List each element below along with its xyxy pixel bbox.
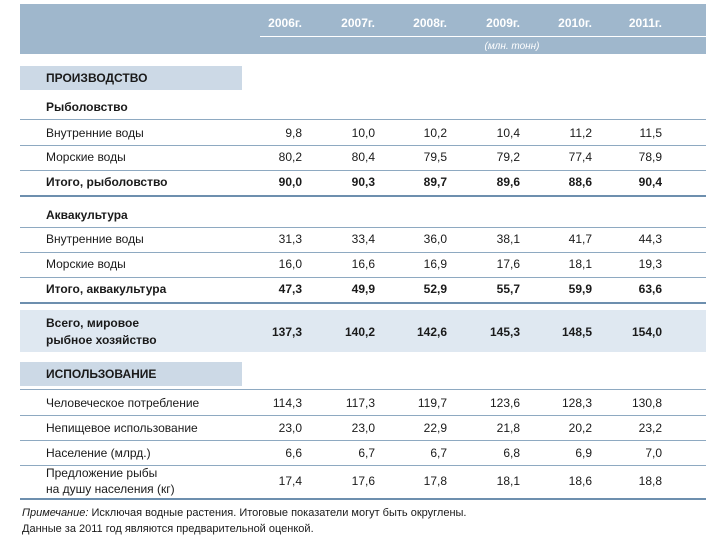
subsection-fishing bbox=[20, 100, 706, 118]
table-cell: 19,3 bbox=[638, 257, 662, 271]
row-label: Итого, рыболовство bbox=[46, 175, 168, 189]
row-label: Внутренние воды bbox=[46, 232, 144, 246]
table-cell: 10,2 bbox=[423, 126, 447, 140]
table-cell: 41,7 bbox=[568, 232, 592, 246]
table-cell: 6,8 bbox=[503, 446, 520, 460]
world-total-row bbox=[20, 310, 706, 352]
table-row bbox=[20, 255, 706, 275]
table-cell: 123,6 bbox=[489, 396, 520, 410]
table-cell: 6,7 bbox=[430, 446, 447, 460]
table-cell: 38,1 bbox=[496, 232, 520, 246]
year-header: 2006г. bbox=[268, 16, 302, 30]
section-title: ИСПОЛЬЗОВАНИЕ bbox=[46, 367, 157, 381]
table-cell: 63,6 bbox=[638, 282, 662, 296]
table-cell: 55,7 bbox=[496, 282, 520, 296]
table-cell: 20,2 bbox=[568, 421, 592, 435]
row-divider bbox=[20, 302, 706, 304]
table-cell: 18,6 bbox=[568, 474, 592, 488]
header-divider bbox=[260, 36, 720, 37]
row-divider bbox=[20, 170, 706, 171]
row-label: Население (млрд.) bbox=[46, 446, 151, 460]
table-row bbox=[20, 394, 706, 414]
year-header: 2010г. bbox=[558, 16, 592, 30]
table-cell: 16,0 bbox=[278, 257, 302, 271]
year-header: 2011г. bbox=[628, 16, 662, 30]
table-cell: 88,6 bbox=[568, 175, 592, 189]
table-cell: 78,9 bbox=[638, 150, 662, 164]
table-cell: 90,0 bbox=[278, 175, 302, 189]
row-divider bbox=[20, 252, 706, 253]
table-cell: 18,1 bbox=[496, 474, 520, 488]
table-cell: 117,3 bbox=[345, 396, 375, 410]
table-cell: 18,1 bbox=[568, 257, 592, 271]
table-cell: 114,3 bbox=[272, 396, 302, 410]
table-cell: 9,8 bbox=[285, 126, 302, 140]
footnote-lead: Примечание: bbox=[22, 507, 89, 519]
row-divider bbox=[20, 440, 706, 441]
row-label: рыбное хозяйство bbox=[46, 333, 157, 347]
table-row bbox=[20, 148, 706, 168]
table-cell: 44,3 bbox=[638, 232, 662, 246]
row-label: Всего, мировое bbox=[46, 316, 139, 330]
row-label: Морские воды bbox=[46, 150, 126, 164]
table-cell: 16,9 bbox=[423, 257, 447, 271]
table-cell: 10,4 bbox=[496, 126, 520, 140]
table-cell: 140,2 bbox=[344, 325, 375, 339]
table-cell: 77,4 bbox=[568, 150, 592, 164]
row-divider bbox=[20, 389, 706, 390]
table-cell: 6,7 bbox=[358, 446, 375, 460]
table-cell: 36,0 bbox=[423, 232, 447, 246]
table-cell: 6,6 bbox=[285, 446, 302, 460]
row-divider bbox=[20, 195, 706, 197]
subsection-title: Рыболовство bbox=[46, 100, 128, 114]
unit-label: (млн. тонн) bbox=[484, 41, 540, 52]
section-title: ПРОИЗВОДСТВО bbox=[46, 71, 148, 85]
table-cell: 89,6 bbox=[496, 175, 520, 189]
section-production bbox=[20, 66, 242, 90]
table-cell: 17,6 bbox=[496, 257, 520, 271]
table-cell: 11,2 bbox=[569, 126, 592, 140]
section-utilization bbox=[20, 362, 242, 386]
row-divider bbox=[20, 119, 706, 120]
table-cell: 154,0 bbox=[631, 325, 662, 339]
table-cell: 17,8 bbox=[423, 474, 447, 488]
row-label: Итого, аквакультура bbox=[46, 282, 167, 296]
table-cell: 23,0 bbox=[278, 421, 302, 435]
table-cell: 16,6 bbox=[351, 257, 375, 271]
table-row bbox=[20, 419, 706, 439]
table-cell: 80,2 bbox=[278, 150, 302, 164]
table-cell: 23,2 bbox=[638, 421, 662, 435]
table-cell: 17,6 bbox=[351, 474, 375, 488]
table-cell: 80,4 bbox=[351, 150, 375, 164]
row-label: Морские воды bbox=[46, 257, 126, 271]
row-label: на душу населения (кг) bbox=[46, 482, 175, 496]
table-cell: 130,8 bbox=[631, 396, 662, 410]
subsection-title: Аквакультура bbox=[46, 208, 128, 222]
table-cell: 10,0 bbox=[351, 126, 375, 140]
row-label: Человеческое потребление bbox=[46, 396, 200, 410]
table-cell: 89,7 bbox=[423, 175, 447, 189]
year-header: 2008г. bbox=[413, 16, 447, 30]
table-cell: 148,5 bbox=[561, 325, 592, 339]
table-cell: 31,3 bbox=[278, 232, 302, 246]
table-cell: 79,2 bbox=[496, 150, 520, 164]
year-header: 2007г. bbox=[341, 16, 375, 30]
total-row bbox=[20, 173, 706, 193]
row-label: Непищевое использование bbox=[46, 421, 198, 435]
row-label: Предложение рыбы bbox=[46, 466, 158, 480]
table-cell: 18,8 bbox=[638, 474, 662, 488]
year-header: 2009г. bbox=[486, 16, 520, 30]
table-cell: 21,8 bbox=[496, 421, 520, 435]
table-cell: 17,4 bbox=[278, 474, 302, 488]
subsection-aquaculture bbox=[20, 208, 706, 226]
total-row bbox=[20, 280, 706, 300]
table-cell: 128,3 bbox=[561, 396, 592, 410]
row-divider bbox=[20, 415, 706, 416]
table-row bbox=[20, 444, 706, 464]
table-cell: 23,0 bbox=[351, 421, 375, 435]
table-cell: 119,7 bbox=[417, 396, 447, 410]
table-row bbox=[20, 466, 706, 498]
table-cell: 137,3 bbox=[271, 325, 302, 339]
table-cell: 142,6 bbox=[416, 325, 447, 339]
table-cell: 79,5 bbox=[423, 150, 447, 164]
table-cell: 47,3 bbox=[278, 282, 302, 296]
row-divider bbox=[20, 227, 706, 228]
table-cell: 52,9 bbox=[423, 282, 447, 296]
table-cell: 59,9 bbox=[568, 282, 592, 296]
footnote-text: Исключая водные растения. Итоговые показатели могут быть округлены. bbox=[88, 507, 467, 519]
table-cell: 6,9 bbox=[575, 446, 592, 460]
row-divider bbox=[20, 277, 706, 278]
footnote-line-2: Данные за 2011 год являются предварительной оценкой. bbox=[22, 523, 314, 535]
row-divider bbox=[20, 145, 706, 146]
row-label: Внутренние воды bbox=[46, 126, 144, 140]
table-cell: 33,4 bbox=[351, 232, 375, 246]
table-header bbox=[20, 4, 706, 54]
footnote bbox=[22, 507, 466, 519]
table-cell: 145,3 bbox=[489, 325, 520, 339]
table-cell: 22,9 bbox=[423, 421, 447, 435]
table-cell: 11,5 bbox=[639, 126, 662, 140]
table-cell: 49,9 bbox=[351, 282, 375, 296]
table-cell: 90,3 bbox=[351, 175, 375, 189]
table-cell: 90,4 bbox=[638, 175, 662, 189]
table-cell: 7,0 bbox=[645, 446, 662, 460]
table-row bbox=[20, 230, 706, 250]
table-row bbox=[20, 124, 706, 144]
row-divider bbox=[20, 498, 706, 500]
